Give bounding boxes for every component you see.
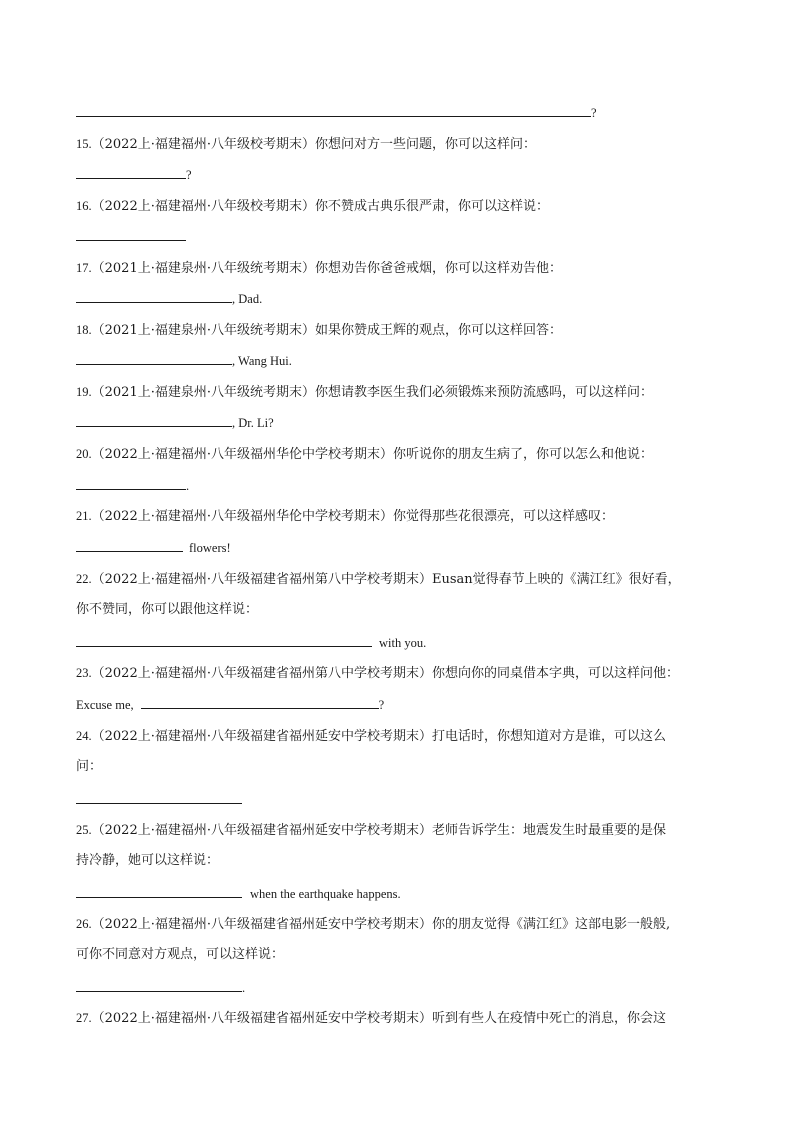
question-prompt: （2022上·福建福州·八年级福建省福州延安中学校考期末）你的朋友觉得《满江红》这部电影一般般, <box>91 917 671 932</box>
answer-line-19 <box>76 414 274 432</box>
answer-line-24 <box>76 791 242 809</box>
answer-blank[interactable] <box>76 634 372 647</box>
question-prompt: （2022上·福建福州·八年级校考期末）你不赞成古典乐很严肃，你可以这样说： <box>91 199 549 214</box>
answer-tail: ? <box>378 698 385 712</box>
answer-blank[interactable] <box>76 539 183 552</box>
answer-line-15 <box>76 166 192 184</box>
question-20 <box>76 446 653 463</box>
question-17 <box>76 260 562 277</box>
answer-tail: , Wang Hui. <box>232 354 292 368</box>
question-22-cont <box>76 602 258 618</box>
answer-line-20 <box>76 477 189 495</box>
answer-line-22 <box>76 634 426 652</box>
answer-blank[interactable] <box>76 166 186 179</box>
question-24 <box>76 728 666 745</box>
answer-blank[interactable] <box>76 228 186 241</box>
answer-line-18 <box>76 352 292 370</box>
question-22 <box>76 571 681 588</box>
question-number: 16. <box>76 199 92 213</box>
answer-tail: . <box>242 981 246 995</box>
question-prompt: （2022上·福建福州·八年级福建省福州延安中学校考期末）老师告诉学生：地震发生时最重要的是保 <box>91 823 666 838</box>
answer-blank[interactable] <box>76 352 232 365</box>
answer-blank[interactable] <box>76 290 232 303</box>
question-18 <box>76 322 562 339</box>
question-prompt: （2022上·福建福州·八年级福建省福州延安中学校考期末）打电话时，你想知道对方是谁，可以这么 <box>91 729 666 744</box>
answer-blank[interactable] <box>141 696 379 709</box>
question-number: 21. <box>76 509 92 523</box>
question-prompt: （2022上·福建福州·八年级校考期末）你想问对方一些问题，你可以这样问： <box>91 137 536 152</box>
question-number: 20. <box>76 447 92 461</box>
question-number: 19. <box>76 385 92 399</box>
question-prompt: （2022上·福建福州·八年级福建省福州第八中学校考期末）Eusan觉得春节上映的《满江红》很好看， <box>91 572 681 587</box>
question-27 <box>76 1010 666 1027</box>
question-26-cont <box>76 947 284 963</box>
answer-tail: with you. <box>379 636 427 650</box>
answer-line-17 <box>76 290 262 308</box>
question-prompt-cont: 你不赞同，你可以跟他这样说： <box>76 602 259 617</box>
answer-line-26 <box>76 979 245 997</box>
question-number: 15. <box>76 137 92 151</box>
question-25 <box>76 822 666 839</box>
question-prompt-cont: 可你不同意对方观点，可以这样说： <box>76 947 285 962</box>
answer-tail: , Dad. <box>232 292 263 306</box>
question-number: 22. <box>76 572 92 586</box>
question-26 <box>76 916 670 933</box>
answer-line-14 <box>76 104 597 122</box>
answer-tail: flowers! <box>189 541 231 555</box>
question-prompt: （2022上·福建福州·八年级福建省福州延安中学校考期末）听到有些人在疫情中死亡的消息，你会这 <box>91 1011 666 1026</box>
question-number: 25. <box>76 823 92 837</box>
question-prompt: （2022上·福建福州·八年级福建省福州第八中学校考期末）你想向你的同桌借本字典，可以这样问他： <box>91 666 679 681</box>
answer-blank[interactable] <box>76 104 591 117</box>
answer-tail: ? <box>186 168 192 182</box>
answer-head: Excuse me, <box>76 698 134 712</box>
question-prompt: （2021上·福建泉州·八年级统考期末）如果你赞成王辉的观点，你可以这样回答： <box>91 323 562 338</box>
question-19 <box>76 384 653 401</box>
question-24-cont <box>76 759 102 775</box>
question-prompt: （2022上·福建福州·八年级福州华伦中学校考期末）你听说你的朋友生病了，你可以怎么和他说： <box>91 447 653 462</box>
question-number: 24. <box>76 729 92 743</box>
answer-line-23 <box>76 696 384 714</box>
answer-tail: when the earthquake happens. <box>250 887 401 901</box>
answer-blank[interactable] <box>76 477 186 490</box>
answer-blank[interactable] <box>76 791 242 804</box>
answer-blank[interactable] <box>76 414 232 427</box>
question-number: 18. <box>76 323 92 337</box>
question-15 <box>76 136 536 153</box>
question-prompt: （2021上·福建泉州·八年级统考期末）你想劝告你爸爸戒烟，你可以这样劝告他： <box>91 261 562 276</box>
question-number: 23. <box>76 666 92 680</box>
answer-blank[interactable] <box>76 979 242 992</box>
answer-line-16 <box>76 228 186 246</box>
answer-tail: . <box>186 479 190 493</box>
question-prompt: （2021上·福建泉州·八年级统考期末）你想请教李医生我们必须锻炼来预防流感吗，可以这样问： <box>91 385 653 400</box>
answer-blank[interactable] <box>76 885 242 898</box>
question-number: 17. <box>76 261 92 275</box>
answer-line-25 <box>76 885 401 903</box>
question-prompt: （2022上·福建福州·八年级福州华伦中学校考期末）你觉得那些花很漂亮，可以这样感叹： <box>91 509 614 524</box>
question-21 <box>76 508 614 525</box>
question-prompt-cont: 问： <box>76 759 103 774</box>
question-number: 26. <box>76 917 92 931</box>
answer-tail: , Dr. Li? <box>232 416 274 430</box>
question-16 <box>76 198 549 215</box>
answer-tail: ? <box>591 106 597 120</box>
question-23 <box>76 665 679 682</box>
answer-line-21 <box>76 539 231 557</box>
question-prompt-cont: 持冷静，她可以这样说： <box>76 853 220 868</box>
question-number: 27. <box>76 1011 92 1025</box>
question-25-cont <box>76 853 219 869</box>
